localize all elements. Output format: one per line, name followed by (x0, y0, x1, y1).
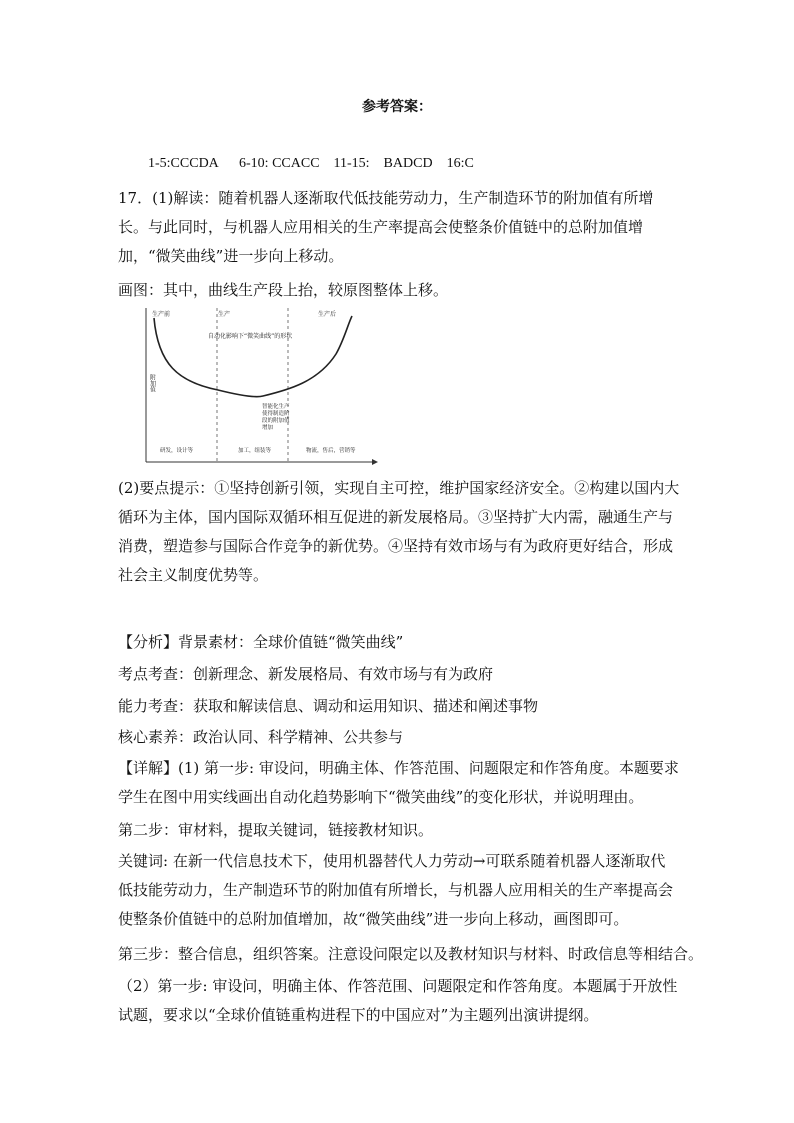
y-axis-label: 附加值 (148, 374, 156, 392)
detail-keywords: 关键词: 在新一代信息技术下，使用机器替代人力劳动→可联系随着机器人逐渐取代低技能劳动力，生产制造环节的附加值有所增长，与机器人应用相关的生产率提高会使整条价值链中的总附加值增加，故“微笑曲线”进一步向上移动，画图即可。 (118, 852, 674, 928)
stage-label-3: 生产后 (318, 311, 337, 318)
detail-step1: 【详解】(1) 第一步: 审设问，明确主体、作答范围、问题限定和作答角度。本题要求学生在图中用实线画出自动化趋势影响下“微笑曲线”的变化形状，并说明理由。 (118, 759, 679, 806)
figure-center-label: 自动化影响下“微笑曲线”的形状 (208, 333, 293, 340)
detail-step2: 第二步：审材料，提取关键词，链接教材知识。 (118, 821, 434, 839)
figure-note-3: 段的附加值 (262, 418, 290, 424)
analysis-knowledge-points: 考点考查：创新理念、新发展格局、有效市场与有为政府 (118, 665, 494, 683)
bottom-label-1: 研发，设计等 (160, 448, 194, 454)
smile-curve (154, 316, 352, 397)
analysis-ability: 能力考查：获取和解读信息、调动和运用知识、描述和阐述事物 (118, 697, 539, 715)
stage-label-2: 生产 (218, 311, 231, 318)
analysis-background: 【分析】背景素材：全球价值链“微笑曲线” (118, 633, 404, 651)
q17-draw-instruction: 画图：其中，曲线生产段上抬，较原图整体上移。 (118, 281, 449, 299)
figure-note-2: 使得制造阶 (262, 411, 290, 417)
detail-step3: 第三步：整合信息，组织答案。注意设问限定以及教材知识与材料、时政信息等相结合。 (118, 945, 704, 963)
stage-label-1: 生产前 (152, 311, 171, 318)
q17-part1-answer: 17．(1)解读：随着机器人逐渐取代低技能劳动力，生产制造环节的附加值有所增长。与此同时，与机器人应用相关的生产率提高会使整条价值链中的总附加值增加，“微笑曲线”进一步向上移动。 (118, 189, 654, 265)
bottom-label-2: 加工，组装等 (238, 448, 272, 454)
x-axis-arrow (372, 459, 378, 465)
page-title: 参考答案： (362, 99, 432, 115)
bottom-label-3: 物流，售后，营销等 (306, 448, 356, 454)
figure-note-4: 增加 (262, 425, 274, 431)
figure-note-1: 智能化生产 (262, 404, 290, 410)
smile-curve-figure (138, 304, 378, 469)
detail-part2: （2）第一步: 审设问，明确主体、作答范围、问题限定和作答角度。本题属于开放性试题，要求以“全球价值链重构进程下的中国应对”为主题列出演讲提纲。 (118, 977, 678, 1024)
analysis-core-literacy: 核心素养：政治认同、科学精神、公共参与 (118, 728, 404, 746)
answer-key: 1-5:CCCDA 6-10: CCACC 11-15: BADCD 16:C (148, 156, 474, 171)
q17-part2-answer: (2)要点提示：①坚持创新引领，实现自主可控，维护国家经济安全。②构建以国内大循环为主体，国内国际双循环相互促进的新发展格局。③坚持扩大内需，融通生产与消费，塑造参与国际合作竞争的新优势。④坚持有效市场与有为政府更好结合，形成社会主义制度优势等。 (118, 479, 680, 584)
